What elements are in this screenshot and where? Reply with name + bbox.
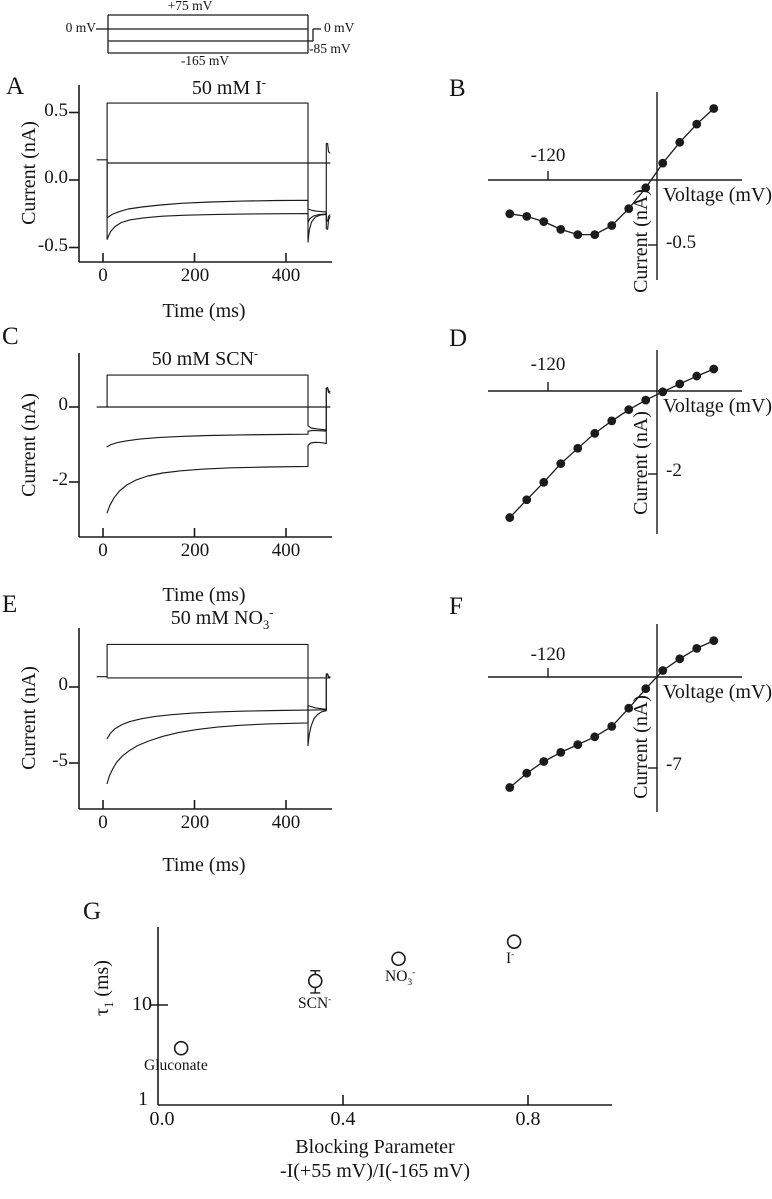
trace-C (107, 375, 330, 430)
protocol-right-mid-label: -85 mV (309, 41, 351, 56)
data-point-B (692, 120, 701, 129)
data-point-F (539, 757, 548, 766)
panel-letter-a: A (6, 73, 25, 100)
trace-C (107, 430, 326, 446)
data-point-D (607, 416, 616, 425)
panel-a-xtick: 400 (271, 265, 301, 286)
data-point-F (522, 769, 531, 778)
panel-g-xtick: 0.4 (330, 1108, 356, 1130)
data-point-B (709, 104, 718, 113)
panel-a-ytick: 0.5 (44, 100, 68, 121)
data-point-D (505, 513, 514, 522)
data-point-F (573, 740, 582, 749)
panel-a-ylabel: Current (nA) (18, 121, 40, 225)
panel-g-xtick: 0.0 (149, 1108, 175, 1130)
trace-A (107, 160, 330, 240)
data-point-F (692, 644, 701, 653)
data-point-F (556, 748, 565, 757)
panel-a-title: 50 mM I- (191, 75, 267, 99)
data-point-F (709, 636, 718, 645)
panel-f-ytick: -7 (666, 754, 682, 775)
panel-d-ytick: -2 (666, 460, 682, 481)
panel-letter-d: D (449, 325, 468, 352)
data-point-B (556, 225, 565, 234)
panel-f-xtick: -120 (530, 644, 566, 665)
panel-c-title: 50 mM SCN- (151, 346, 259, 370)
data-point-B (539, 217, 548, 226)
panel-b-ytick: -0.5 (666, 232, 697, 253)
panel-letter-c: C (2, 323, 19, 350)
panel-g-ytick: 1 (138, 1088, 148, 1110)
point-label-gluconate: Gluconate (144, 1057, 208, 1074)
panel-d-ylabel: Current (nA) (630, 411, 652, 515)
data-point-B (658, 159, 667, 168)
panel-letter-g: G (83, 898, 102, 925)
panel-c-xtick: 200 (180, 540, 210, 561)
data-point-D (675, 380, 684, 389)
panel-e-ylabel: Current (nA) (18, 666, 40, 770)
panel-e-xlabel: Time (ms) (162, 854, 246, 876)
panel-d-xlabel: Voltage (mV) (663, 395, 772, 417)
point-label-scn: SCN- (298, 993, 332, 1012)
panel-e-xtick: 200 (180, 812, 210, 833)
data-point-D (539, 478, 548, 487)
panel-c-xtick: 400 (271, 540, 301, 561)
data-point-F (675, 654, 684, 663)
iv-line-B (510, 109, 714, 235)
protocol-left-label: 0 mV (65, 20, 96, 35)
panel-e-ytick: 0 (58, 674, 68, 695)
panel-c-xlabel: Time (ms) (162, 584, 246, 606)
panel-g-xtick: 0.8 (515, 1108, 541, 1130)
panel-c-xtick: 0 (98, 540, 108, 561)
panel-letter-f: F (449, 593, 463, 620)
data-point-D (590, 429, 599, 438)
panel-g-ylabel: $\tau_1$ (ms) (91, 960, 116, 1016)
data-point-G (309, 974, 322, 987)
data-point-D (573, 444, 582, 453)
panel-a-ytick: -0.5 (37, 235, 68, 256)
panel-c-ytick: -2 (52, 469, 68, 490)
point-label-iodide: I- (506, 948, 515, 967)
data-point-B (522, 212, 531, 221)
data-point-D (641, 396, 650, 405)
panel-a-xlabel: Time (ms) (162, 300, 246, 322)
data-point-B (505, 209, 514, 218)
trace-E (107, 710, 326, 739)
panel-a-xtick: 0 (98, 265, 108, 286)
panel-letter-e: E (2, 591, 18, 618)
data-point-D (709, 365, 718, 374)
panel-b-xtick: -120 (530, 145, 566, 166)
panel-f-xlabel: Voltage (mV) (663, 681, 772, 703)
data-point-F (641, 684, 650, 693)
panel-c-ylabel: Current (nA) (18, 393, 40, 497)
data-point-D (556, 459, 565, 468)
data-point-B (573, 230, 582, 239)
panel-c-ytick: 0 (58, 394, 68, 415)
panel-d-xtick: -120 (530, 354, 566, 375)
panel-a-xtick: 200 (180, 265, 210, 286)
protocol-bottom-label: -165 mV (180, 53, 230, 68)
panel-e-ytick: -5 (52, 750, 68, 771)
trace-E (107, 675, 330, 784)
panel-letter-b: B (449, 75, 466, 102)
panel-b-ylabel: Current (nA) (630, 189, 652, 293)
data-point-G (175, 1042, 188, 1055)
panel-g-xlabel-line1: Blocking Parameter (295, 1136, 455, 1158)
data-point-B (590, 230, 599, 239)
panel-g-ytick: 10 (132, 993, 152, 1015)
panel-e-title: 50 mM $NO_3^-$ (170, 605, 274, 632)
data-point-G (508, 935, 521, 948)
panel-b-xlabel: Voltage (mV) (663, 184, 772, 206)
data-point-F (590, 732, 599, 741)
data-point-F (658, 666, 667, 675)
data-point-F (607, 722, 616, 731)
trace-E (107, 644, 330, 745)
data-point-F (505, 783, 514, 792)
data-point-D (522, 495, 531, 504)
data-point-D (692, 372, 701, 381)
panel-f-ylabel: Current (nA) (630, 695, 652, 799)
data-point-B (675, 138, 684, 147)
protocol-right-top-label: 0 mV (324, 20, 355, 35)
panel-g-xlabel-line2: -I(+55 mV)/I(-165 mV) (279, 1160, 471, 1182)
trace-A (107, 103, 330, 242)
panel-e-xtick: 400 (271, 812, 301, 833)
panel-a-ytick: 0.0 (44, 167, 68, 188)
data-point-G (392, 952, 405, 965)
panel-e-xtick: 0 (98, 812, 108, 833)
protocol-top-label: +75 mV (167, 0, 213, 13)
data-point-B (607, 221, 616, 230)
point-label-no3: $NO_3^-$ (385, 966, 416, 989)
trace-A (107, 160, 330, 221)
